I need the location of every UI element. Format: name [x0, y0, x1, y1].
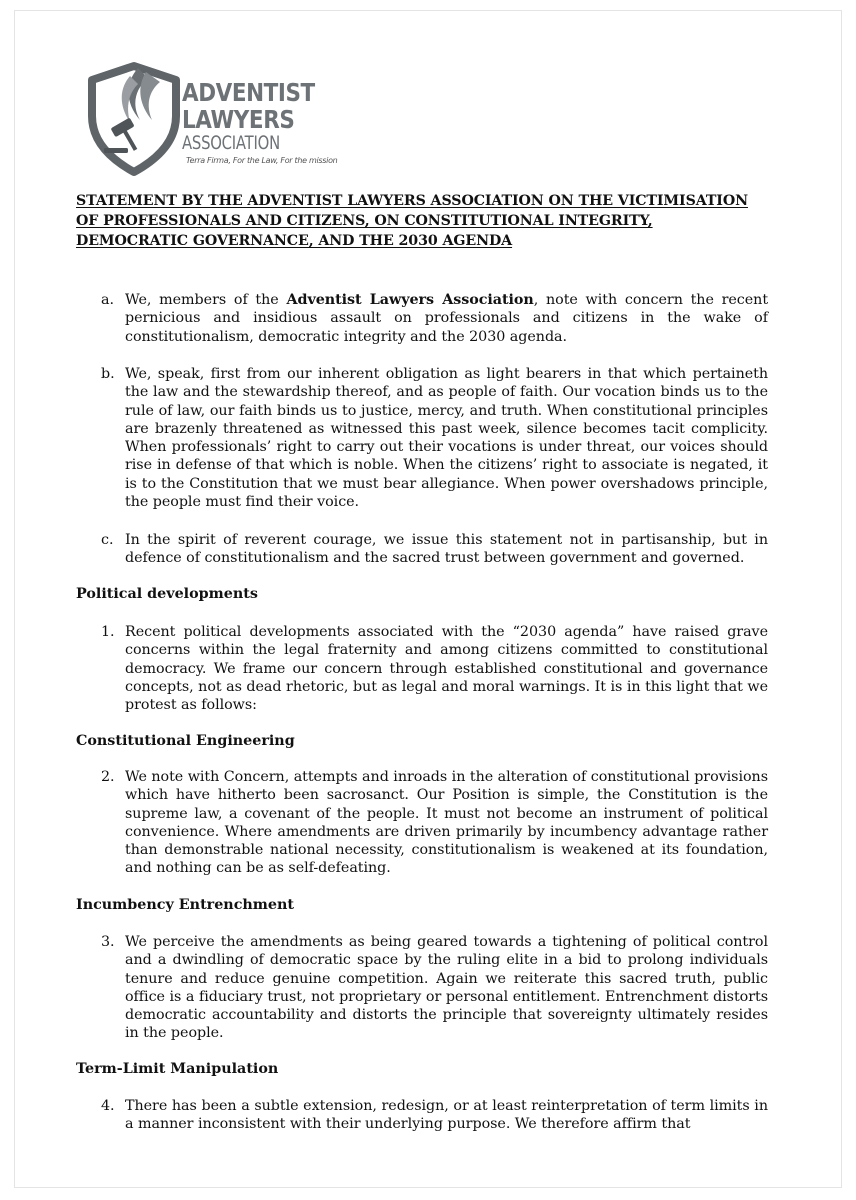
association-name: Adventist Lawyers Association [286, 292, 534, 308]
paragraph-text: We perceive the amendments as being geared towards a tightening of political control and a dwindling of democratic space by the ruling elite in a bid to prolong individuals tenure and reduce genuine competition. Again we reiterate this sacred truth, public office is a fiduciary trust, not proprietary or personal entitlement. Entrenchment distorts democratic accountability and distorts the principle that sovereignty ultimately resides in the people. [125, 934, 768, 1042]
association-logo [86, 54, 338, 178]
statement-heading [76, 191, 776, 251]
intro-paragraph-a [101, 291, 769, 346]
paragraph-text: , note with concern the recent pernicious and insidious assault on professionals and citizens in the wake of constitutionalism, democratic integrity and the 2030 agenda. [125, 292, 769, 345]
logo-line-3: ASSOCIATION [182, 132, 280, 154]
heading-line-2: OF PROFESSIONALS AND CITIZENS, ON CONSTITUTIONAL INTEGRITY, [76, 213, 653, 229]
heading-line-1: STATEMENT BY THE ADVENTIST LAWYERS ASSOCIATION ON THE VICTIMISATION [76, 193, 748, 209]
numbered-paragraph-2 [101, 768, 768, 878]
section-title-political-developments: Political developments [76, 586, 258, 602]
list-marker: 3. [101, 934, 115, 950]
list-marker: 2. [101, 769, 115, 785]
paragraph-text: We, members of the [125, 292, 287, 308]
numbered-paragraph-3 [101, 933, 768, 1043]
list-marker: a. [101, 292, 114, 308]
paragraph-text: We, speak, first from our inherent obligation as light bearers in that which pertaineth the law and the stewardship thereof, and as people of faith. Our vocation binds us to the rule of law, our faith binds us to justice, mercy, and truth. When constitutional principles are brazenly threatened as witnessed this past week, silence becomes tacit complicity. When professionals’ right to carry out their vocations is under threat, our voices should rise in defense of that which is noble. When the citizens’ right to associate is negated, it is to the Constitution that we must bear allegiance. When power overshadows principle, the people must find their voice. [125, 366, 768, 511]
list-marker: c. [101, 532, 114, 548]
list-marker: 4. [101, 1098, 115, 1114]
heading-line-3: DEMOCRATIC GOVERNANCE, AND THE 2030 AGENDA [76, 233, 513, 249]
paragraph-text: Recent political developments associated with the “2030 agenda” have raised grave concerns within the legal fraternity and among citizens committed to constitutional democracy. We frame our concern through established constitutional and governance concepts, not as dead rhetoric, but as legal and moral warnings. It is in this light that we protest as follows: [125, 624, 768, 714]
list-marker: 1. [101, 624, 115, 640]
logo-wordmark [182, 80, 336, 153]
shield-emblem-icon [86, 54, 182, 178]
list-marker: b. [101, 366, 115, 382]
numbered-paragraph-4 [101, 1097, 768, 1134]
intro-paragraph-b [101, 365, 768, 511]
paragraph-text: There has been a subtle extension, redesign, or at least reinterpretation of term limits in a manner inconsistent with their underlying purpose. We therefore affirm that [125, 1098, 768, 1133]
numbered-paragraph-1 [101, 623, 768, 714]
section-title-incumbency-entrenchment: Incumbency Entrenchment [76, 897, 295, 913]
section-title-constitutional-engineering: Constitutional Engineering [76, 733, 295, 749]
paragraph-text: In the spirit of reverent courage, we issue this statement not in partisanship, but in defence of constitutionalism and the sacred trust between government and governed. [125, 532, 768, 567]
logo-line-2: LAWYERS [182, 105, 295, 134]
section-title-term-limit-manipulation: Term-Limit Manipulation [76, 1061, 279, 1077]
logo-line-1: ADVENTIST [182, 78, 315, 107]
intro-paragraph-c [101, 531, 768, 568]
paragraph-text: We note with Concern, attempts and inroads in the alteration of constitutional provisions which have hitherto been sacrosanct. Our Position is simple, the Constitution is the supreme law, a covenant of the people. It must not become an instrument of political convenience. Where amendments are driven primarily by incumbency advantage rather than demonstrable national necessity, constitutionalism is weakened at its foundation, and nothing can be as self-defeating. [125, 769, 768, 877]
logo-tagline: Terra Firma, For the Law, For the mission [186, 156, 338, 165]
